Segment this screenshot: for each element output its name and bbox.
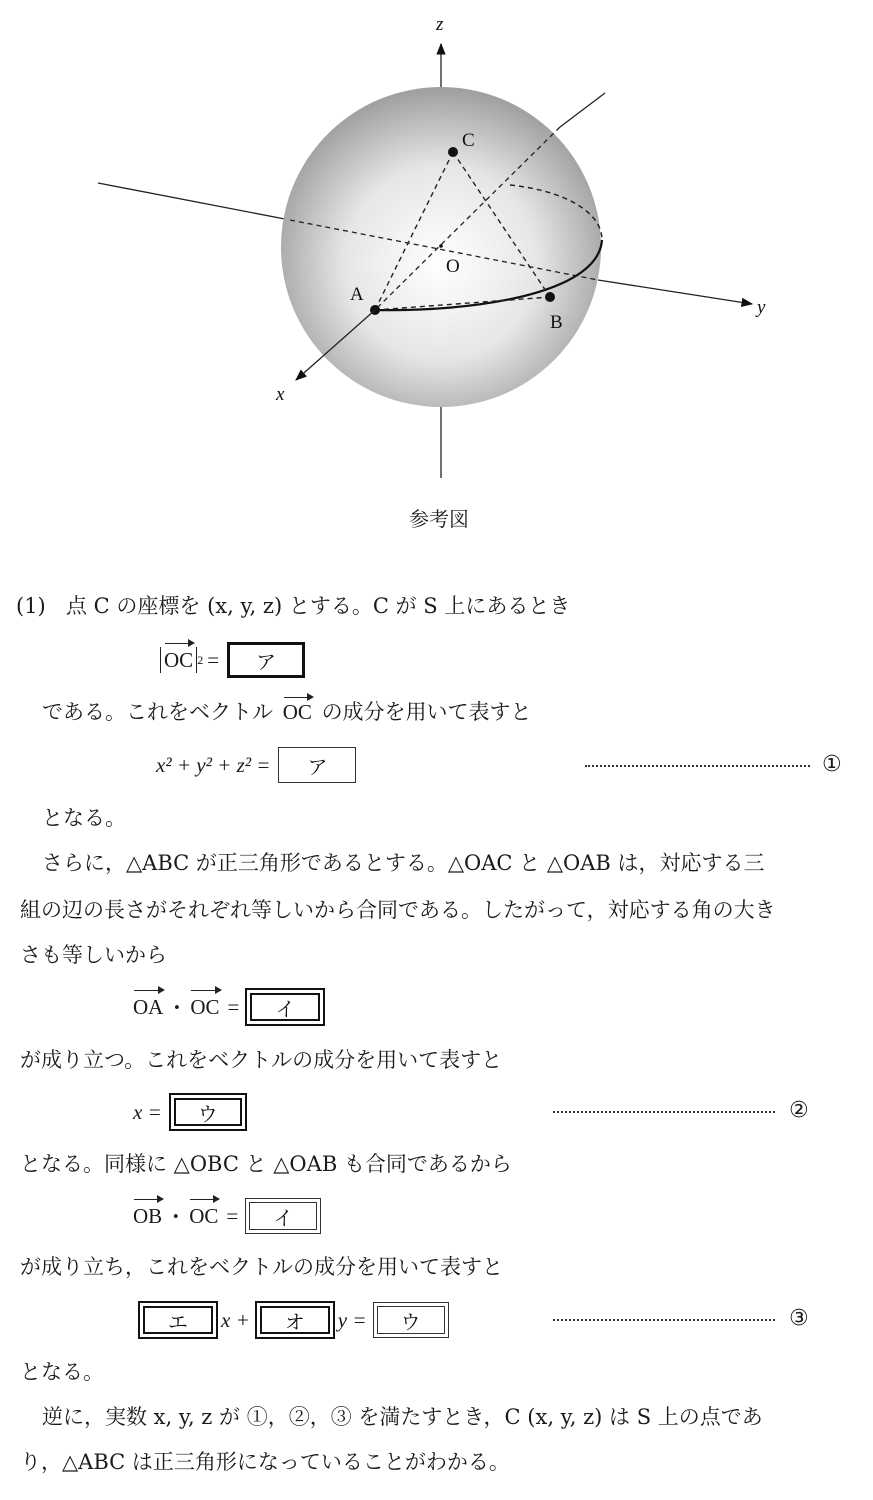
equation-dot-ob-oc: OB ・ OC = イ xyxy=(133,1197,317,1235)
answer-box-i-2[interactable]: イ xyxy=(249,1202,317,1230)
reference-figure xyxy=(0,0,873,540)
equation-1-lhs: x² + y² + z² = xyxy=(156,752,271,777)
answer-box-o[interactable]: オ xyxy=(260,1306,330,1334)
figure-caption: 参考図 xyxy=(409,507,469,531)
equation-3-x: x + xyxy=(221,1307,250,1332)
vector-oc-3: OC xyxy=(189,1203,219,1228)
label-a: A xyxy=(350,284,364,305)
answer-box-a[interactable]: ア xyxy=(227,642,305,678)
paragraph-3-line-2: り，△ABC は正三角形になっていることがわかる。 xyxy=(20,1450,510,1474)
dotted-leader-2 xyxy=(553,1111,775,1113)
label-o: O xyxy=(446,256,460,277)
line-6: が成り立ち，これをベクトルの成分を用いて表すと xyxy=(20,1255,503,1279)
label-y: y xyxy=(757,297,766,318)
equation-marker-1: ① xyxy=(822,752,842,777)
dotted-leader-1 xyxy=(585,765,810,767)
equation-dot-oa-oc: OA ・ OC = イ xyxy=(133,988,320,1026)
vector-oa: OA xyxy=(133,994,164,1019)
y-axis-left xyxy=(98,183,290,220)
equals-sign: = xyxy=(207,647,220,672)
point-o xyxy=(439,244,443,248)
paragraph-3-line-1: 逆に，実数 x, y, z が ①，②，③ を満たすとき，C (x, y, z) は S 上の点であ xyxy=(42,1405,763,1429)
equation-2 xyxy=(133,1094,242,1130)
label-z: z xyxy=(436,14,444,35)
vector-ob: OB xyxy=(133,1203,163,1228)
dotted-leader-3 xyxy=(553,1319,775,1321)
line-7: となる。 xyxy=(20,1360,104,1384)
exponent-2: 2 xyxy=(197,652,204,667)
paragraph-2-line-2: 組の辺の長さがそれぞれ等しいから合同である。したがって，対応する角の大き xyxy=(20,898,776,922)
equation-1 xyxy=(156,747,356,783)
equation-norm xyxy=(160,642,305,678)
answer-box-a-2[interactable]: ア xyxy=(278,747,356,783)
label-x: x xyxy=(276,384,285,405)
equation-2-lhs: x = xyxy=(133,1099,162,1124)
point-c xyxy=(448,147,458,157)
vector-oc-2: OC xyxy=(190,994,220,1019)
y-axis-front xyxy=(598,280,752,304)
intro-line: 点 C の座標を (x, y, z) とする。C が S 上にあるとき xyxy=(66,594,571,618)
line-4: が成り立つ。これをベクトルの成分を用いて表すと xyxy=(20,1048,503,1072)
answer-box-i[interactable]: イ xyxy=(250,993,320,1021)
label-c: C xyxy=(462,130,475,151)
equation-3-y: y = xyxy=(337,1307,367,1332)
answer-box-e[interactable]: エ xyxy=(143,1306,213,1334)
vector-oc: OC xyxy=(164,647,194,672)
paragraph-2-line-3: さも等しいから xyxy=(20,943,167,967)
vector-oc-inline: OC xyxy=(282,700,312,724)
equation-marker-2: ② xyxy=(789,1098,809,1123)
answer-box-u[interactable]: ウ xyxy=(174,1098,242,1126)
paragraph-2-line-1: さらに，△ABC が正三角形であるとする。△OAC と △OAB は，対応する三 xyxy=(42,851,765,875)
label-b: B xyxy=(550,312,563,333)
line-3: となる。 xyxy=(42,806,126,830)
point-b xyxy=(545,292,555,302)
equation-marker-3: ③ xyxy=(789,1306,809,1331)
line-2: である。これをベクトル OC の成分を用いて表すと xyxy=(42,700,532,724)
problem-number: (1) xyxy=(16,594,46,618)
answer-box-u-2[interactable]: ウ xyxy=(377,1306,445,1334)
line-5: となる。同様に △OBC と △OAB も合同であるから xyxy=(20,1152,512,1176)
equation-3 xyxy=(143,1302,445,1338)
x-axis-back xyxy=(560,93,605,127)
